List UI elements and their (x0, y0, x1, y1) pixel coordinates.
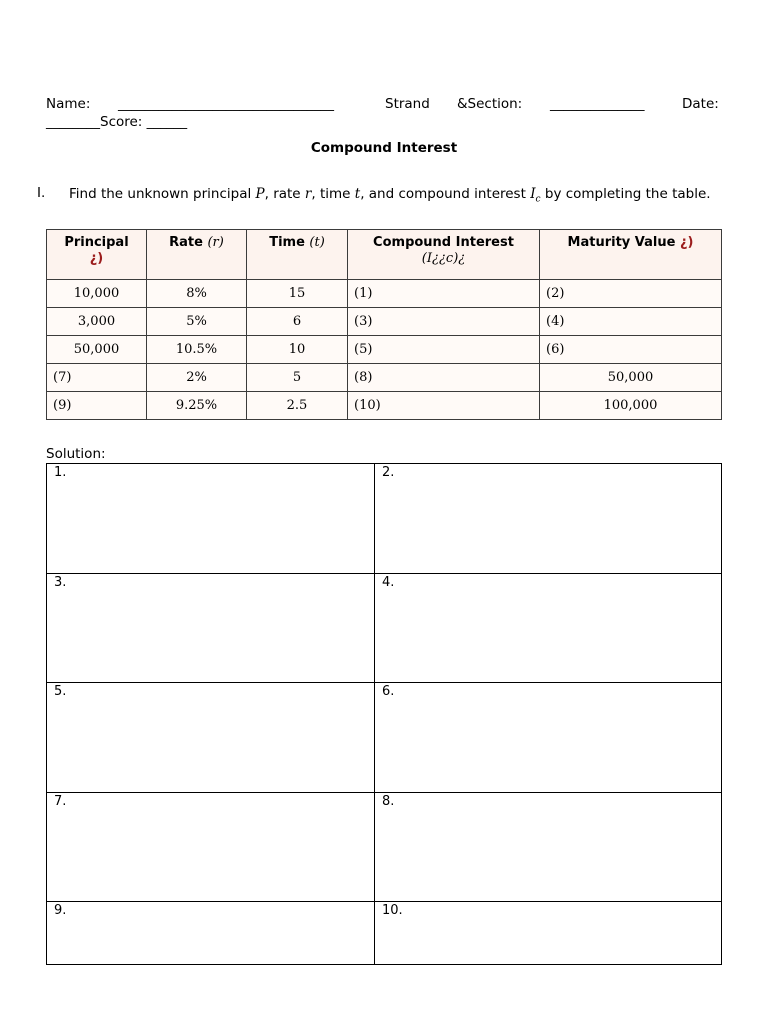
table-cell: 9.25% (147, 392, 247, 420)
solution-grid (46, 463, 722, 965)
instruction-text (69, 185, 729, 209)
table-cell: 15 (247, 280, 348, 308)
table-cell: 10,000 (47, 280, 147, 308)
instruction-part: , rate (264, 186, 305, 202)
page-title: Compound Interest (310, 140, 458, 156)
instruction-number: I. (37, 185, 46, 201)
table-row (47, 336, 722, 364)
table-cell: 10.5% (147, 336, 247, 364)
solution-box-3[interactable]: 3. (47, 574, 375, 683)
table-cell: 2.5 (247, 392, 348, 420)
answer-cell[interactable]: (10) (348, 392, 540, 420)
header-compound-interest: Compound Interest (I¿¿c)¿ (348, 230, 540, 280)
section-blank[interactable]: ______________ (550, 96, 645, 112)
table-cell: 5% (147, 308, 247, 336)
header-principal: Principal ¿) (47, 230, 147, 280)
solution-row (47, 902, 722, 965)
solution-box-7[interactable]: 7. (47, 793, 375, 902)
solution-row (47, 793, 722, 902)
var-interest-sub: c (535, 194, 541, 205)
var-rate: r (304, 186, 312, 202)
table-cell: 2% (147, 364, 247, 392)
table-cell: 6 (247, 308, 348, 336)
table-cell: 3,000 (47, 308, 147, 336)
solution-box-2[interactable]: 2. (375, 464, 722, 574)
table-cell: 10 (247, 336, 348, 364)
solution-box-5[interactable]: 5. (47, 683, 375, 793)
interest-table (46, 229, 722, 420)
solution-label: Solution: (46, 446, 106, 462)
answer-cell[interactable]: (9) (47, 392, 147, 420)
solution-box-10[interactable]: 10. (375, 902, 722, 965)
header-rate: Rate (r) (147, 230, 247, 280)
score-blank[interactable]: ______ (146, 114, 188, 130)
instruction-part: Find the unknown principal (69, 186, 256, 202)
instruction-part: , and compound interest (360, 186, 531, 202)
var-interest: I (530, 186, 536, 202)
table-cell: 50,000 (47, 336, 147, 364)
answer-cell[interactable]: (8) (348, 364, 540, 392)
solution-box-8[interactable]: 8. (375, 793, 722, 902)
date-label: Date: (682, 96, 719, 112)
solution-row (47, 464, 722, 574)
answer-cell[interactable]: (1) (348, 280, 540, 308)
table-header-row (47, 230, 722, 280)
answer-cell[interactable]: (5) (348, 336, 540, 364)
solution-box-9[interactable]: 9. (47, 902, 375, 965)
header-line-2 (46, 114, 187, 130)
answer-cell[interactable]: (6) (540, 336, 722, 364)
section-label: &Section: (457, 96, 523, 112)
solution-box-6[interactable]: 6. (375, 683, 722, 793)
solution-row (47, 683, 722, 793)
var-principal: P (255, 186, 265, 202)
answer-cell[interactable]: (3) (348, 308, 540, 336)
date-blank[interactable]: ________ (46, 114, 100, 130)
name-blank[interactable]: ________________________________ (118, 96, 334, 112)
strand-label: Strand (385, 96, 430, 112)
name-label: Name: (46, 96, 91, 112)
answer-cell[interactable]: (4) (540, 308, 722, 336)
answer-cell[interactable]: (7) (47, 364, 147, 392)
solution-row (47, 574, 722, 683)
instruction-part: , time (311, 186, 355, 202)
table-row (47, 364, 722, 392)
var-time: t (354, 186, 361, 202)
table-row (47, 392, 722, 420)
table-cell: 5 (247, 364, 348, 392)
table-cell: 50,000 (540, 364, 722, 392)
solution-box-4[interactable]: 4. (375, 574, 722, 683)
solution-box-1[interactable]: 1. (47, 464, 375, 574)
instruction-part: by completing the table. (540, 186, 711, 202)
table-row (47, 280, 722, 308)
header-maturity-value: Maturity Value ¿) (540, 230, 722, 280)
answer-cell[interactable]: (2) (540, 280, 722, 308)
header-time: Time (t) (247, 230, 348, 280)
table-cell: 100,000 (540, 392, 722, 420)
table-cell: 8% (147, 280, 247, 308)
score-label: Score: (100, 114, 143, 130)
table-row (47, 308, 722, 336)
